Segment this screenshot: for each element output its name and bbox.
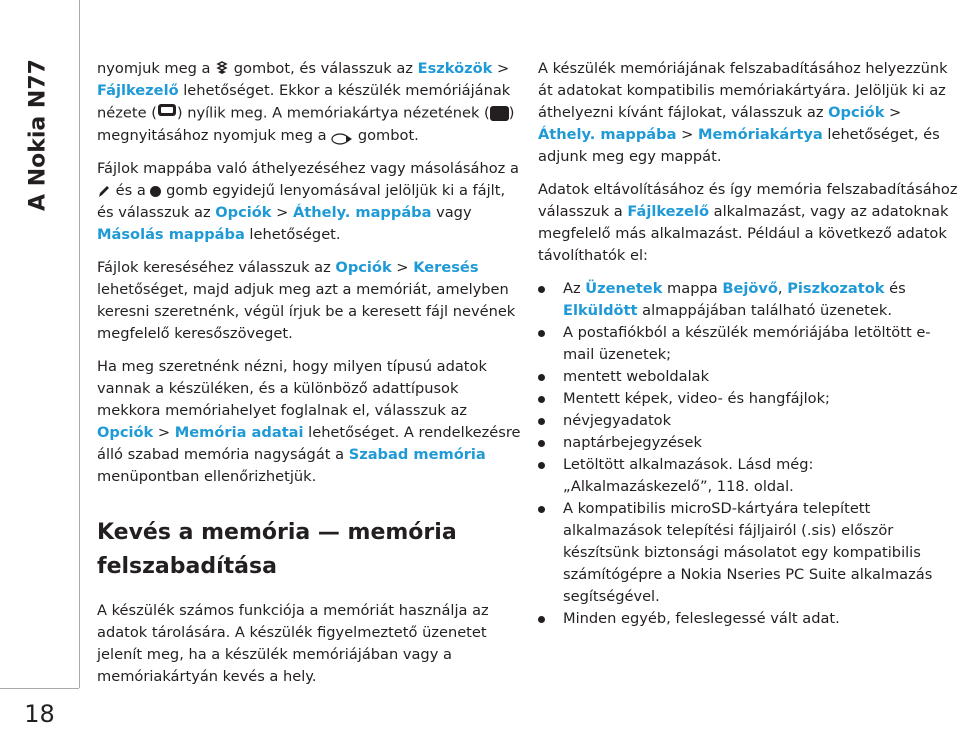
menu-term: Bejövő — [722, 280, 778, 297]
navi-right-icon — [331, 130, 353, 142]
text: > — [153, 424, 175, 441]
removable-data-list — [538, 278, 958, 630]
text: mappa — [662, 280, 723, 297]
list-item: mentett weboldalak — [538, 366, 958, 388]
text: lehetőséget. Ekkor a készülék memóriájának nézete ( — [97, 82, 511, 122]
text: Ha meg szeretnénk nézni, hogy milyen típusú adatok vannak a készüléken, és a különböző adattípusok mekkora memóriahelyet foglalnak el, válasszuk az — [97, 358, 487, 419]
text: gombot. — [353, 127, 419, 144]
text: és — [884, 280, 906, 297]
text: és a — [111, 182, 151, 199]
paragraph-remove-data — [538, 179, 958, 267]
list-item: Mentett képek, video- és hangfájlok; — [538, 388, 958, 410]
book-title: A Nokia N77 — [25, 59, 51, 211]
menu-term: Opciók — [828, 104, 885, 121]
paragraph-move-copy — [97, 158, 522, 246]
pencil-key-icon — [97, 183, 111, 199]
text: Fájlok mappába való áthelyezéséhez vagy másolásához a — [97, 160, 519, 177]
paragraph-open-file-manager — [97, 58, 522, 147]
menu-term: Másolás mappába — [97, 226, 245, 243]
menu-term: Opciók — [335, 259, 392, 276]
menu-term: Eszközök — [417, 60, 493, 77]
list-item: Letöltött alkalmazások. Lásd még: „Alkalmazáskezelő”, 118. oldal. — [538, 454, 958, 498]
left-column — [97, 58, 522, 699]
text: Adatok eltávolításához és így memória felszabadításához válasszuk a — [538, 181, 958, 220]
text: lehetőséget. A rendelkezésre álló szabad memória nagyságát a — [97, 424, 521, 463]
paragraph-move-to-card — [538, 58, 958, 168]
list-item: A kompatibilis microSD-kártyára telepített alkalmazások telepítési fájljairól (.sis) először készítsünk biztonsági másolatot egy kompatibilis számítógépre a Nokia Nseries PC Suite alkalmazás segítségével. — [538, 498, 958, 608]
menu-term: Memória adatai — [174, 424, 304, 441]
paragraph-low-memory: A készülék számos funkciója a memóriát használja az adatok tárolására. A készülék figyelmeztető üzenetet jelenít meg, ha a készülék memóriájában vagy a memóriakártyán kevés a hely. — [97, 602, 489, 685]
text: lehetőséget, és adjunk meg egy mappát. — [538, 126, 940, 165]
text: almappájában található üzenetek. — [637, 302, 892, 319]
text: > — [492, 60, 510, 77]
menu-term: Fájlkezelő — [627, 203, 709, 220]
menu-term: Szabad memória — [348, 446, 486, 463]
list-item — [538, 278, 958, 322]
page-number-divider — [0, 688, 79, 689]
text: lehetőséget. — [244, 226, 341, 243]
text: gomb egyidejű lenyomásával jelöljük ki a fájlt, és válasszuk az — [97, 182, 506, 221]
menu-term: Opciók — [97, 424, 154, 441]
right-column — [538, 58, 958, 630]
text: ) nyílik meg. A memóriakártya nézetének ( — [176, 104, 490, 122]
text: menüpontban ellenőrizhetjük. — [97, 468, 317, 485]
sidebar — [0, 0, 79, 749]
text: A készülék memóriájának felszabadításához helyezzünk át adatokat kompatibilis memóriakártyára. Jelöljük ki az áthelyezni kívánt fájlokat, válasszuk az — [538, 60, 948, 121]
menu-term: Üzenetek — [585, 280, 663, 297]
sidebar-divider — [79, 0, 80, 688]
joystick-icon — [150, 186, 161, 197]
list-item: névjegyadatok — [538, 410, 958, 432]
list-item: naptárbejegyzések — [538, 432, 958, 454]
text: gombot, és válasszuk az — [229, 60, 418, 77]
text: nyomjuk meg a — [97, 60, 216, 77]
menu-term: Keresés — [413, 259, 479, 276]
menu-key-icon — [215, 61, 229, 77]
text: ) megnyitásához nyomjuk meg a — [97, 104, 515, 144]
page-number: 18 — [24, 700, 55, 728]
menu-term: Áthely. mappába — [293, 204, 432, 221]
text: Fájlok kereséséhez válasszuk az — [97, 259, 336, 276]
menu-term: Fájlkezelő — [97, 82, 179, 99]
section-heading: Kevés a memória — memória felszabadítása — [97, 520, 457, 579]
menu-term: Memóriakártya — [697, 126, 823, 143]
text: > — [391, 259, 414, 276]
menu-term: Áthely. mappába — [538, 126, 677, 143]
menu-term: Elküldött — [563, 302, 638, 319]
phone-memory-icon — [157, 102, 177, 125]
menu-term: Opciók — [215, 204, 272, 221]
text: alkalmazást, vagy az adatoknak megfelelő más alkalmazást. Például a következő adatok távolíthatók el: — [538, 203, 949, 264]
text: > — [271, 204, 294, 221]
paragraph-search — [97, 257, 522, 345]
menu-term: Piszkozatok — [787, 280, 885, 297]
text: , — [777, 280, 788, 297]
paragraph-memory-details — [97, 356, 522, 488]
text: lehetőséget, majd adjuk meg azt a memóriát, amelyben keresni szeretnénk, végül írjuk be a keresett fájl nevének megfelelő keresőszöveget. — [97, 281, 516, 342]
list-item: Minden egyéb, feleslegessé vált adat. — [538, 608, 958, 630]
text: Az — [563, 280, 586, 297]
list-item: A postafiókból a készülék memóriájába letöltött e-mail üzenetek; — [538, 322, 958, 366]
memory-card-icon — [490, 106, 509, 121]
text: vagy — [431, 204, 472, 221]
text: > — [884, 104, 902, 121]
text: > — [676, 126, 698, 143]
